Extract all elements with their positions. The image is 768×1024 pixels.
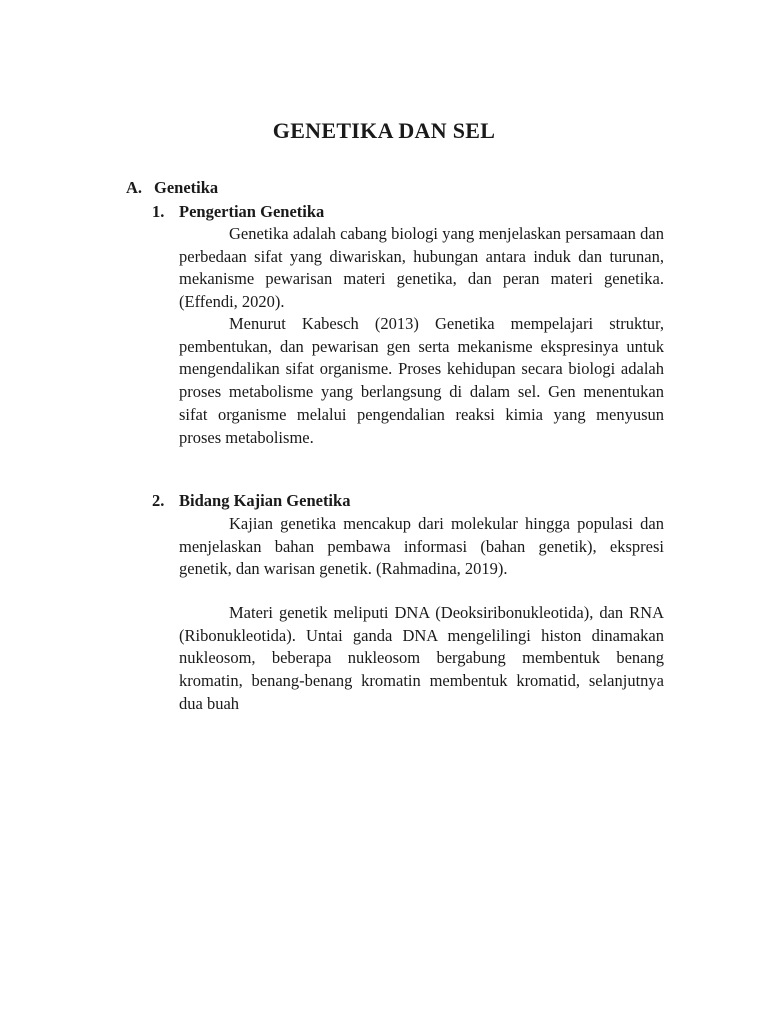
subsection-label: Bidang Kajian Genetika — [179, 491, 351, 510]
paragraph: Genetika adalah cabang biologi yang menjelaskan persamaan dan perbedaan sifat yang diwariskan, hubungan antara induk dan turunan, mekanisme pewarisan materi genetika, dan peran materi genetika. (Effendi, 2020). — [179, 224, 664, 312]
subsection-marker: 2. — [152, 491, 165, 510]
subsection-heading-pengertian — [152, 202, 324, 222]
subsection-heading-bidang-kajian — [152, 491, 350, 511]
section-marker: A. — [126, 178, 143, 197]
subsection-label: Pengertian Genetika — [179, 202, 325, 221]
section-heading-genetika — [126, 178, 218, 198]
section-label: Genetika — [154, 178, 219, 197]
paragraph: Menurut Kabesch (2013) Genetika mempelajari struktur, pembentukan, dan pewarisan gen serta mekanisme ekspresinya untuk mengendalikan sifat organisme. Proses kehidupan secara biologi adalah proses metabolisme yang berlangsung di dalam sel. Gen menentukan sifat organisme melalui pengendalian reaksi kimia yang menyusun proses metabolisme. — [179, 314, 664, 447]
paragraph: Materi genetik meliputi DNA (Deoksiribonukleotida), dan RNA (Ribonukleotida). Untai ganda DNA mengelilingi histon dinamakan nukleosom, beberapa nukleosom bergabung membentuk benang kromatin, benang-benang kromatin membentuk kromatid, selanjutnya dua buah — [179, 603, 664, 713]
page-title: GENETIKA DAN SEL — [272, 118, 496, 143]
subsection-marker: 1. — [152, 202, 165, 221]
paragraph: Kajian genetika mencakup dari molekular hingga populasi dan menjelaskan bahan pembawa informasi (bahan genetik), ekspresi genetik, dan warisan genetik. (Rahmadina, 2019). — [179, 514, 664, 579]
